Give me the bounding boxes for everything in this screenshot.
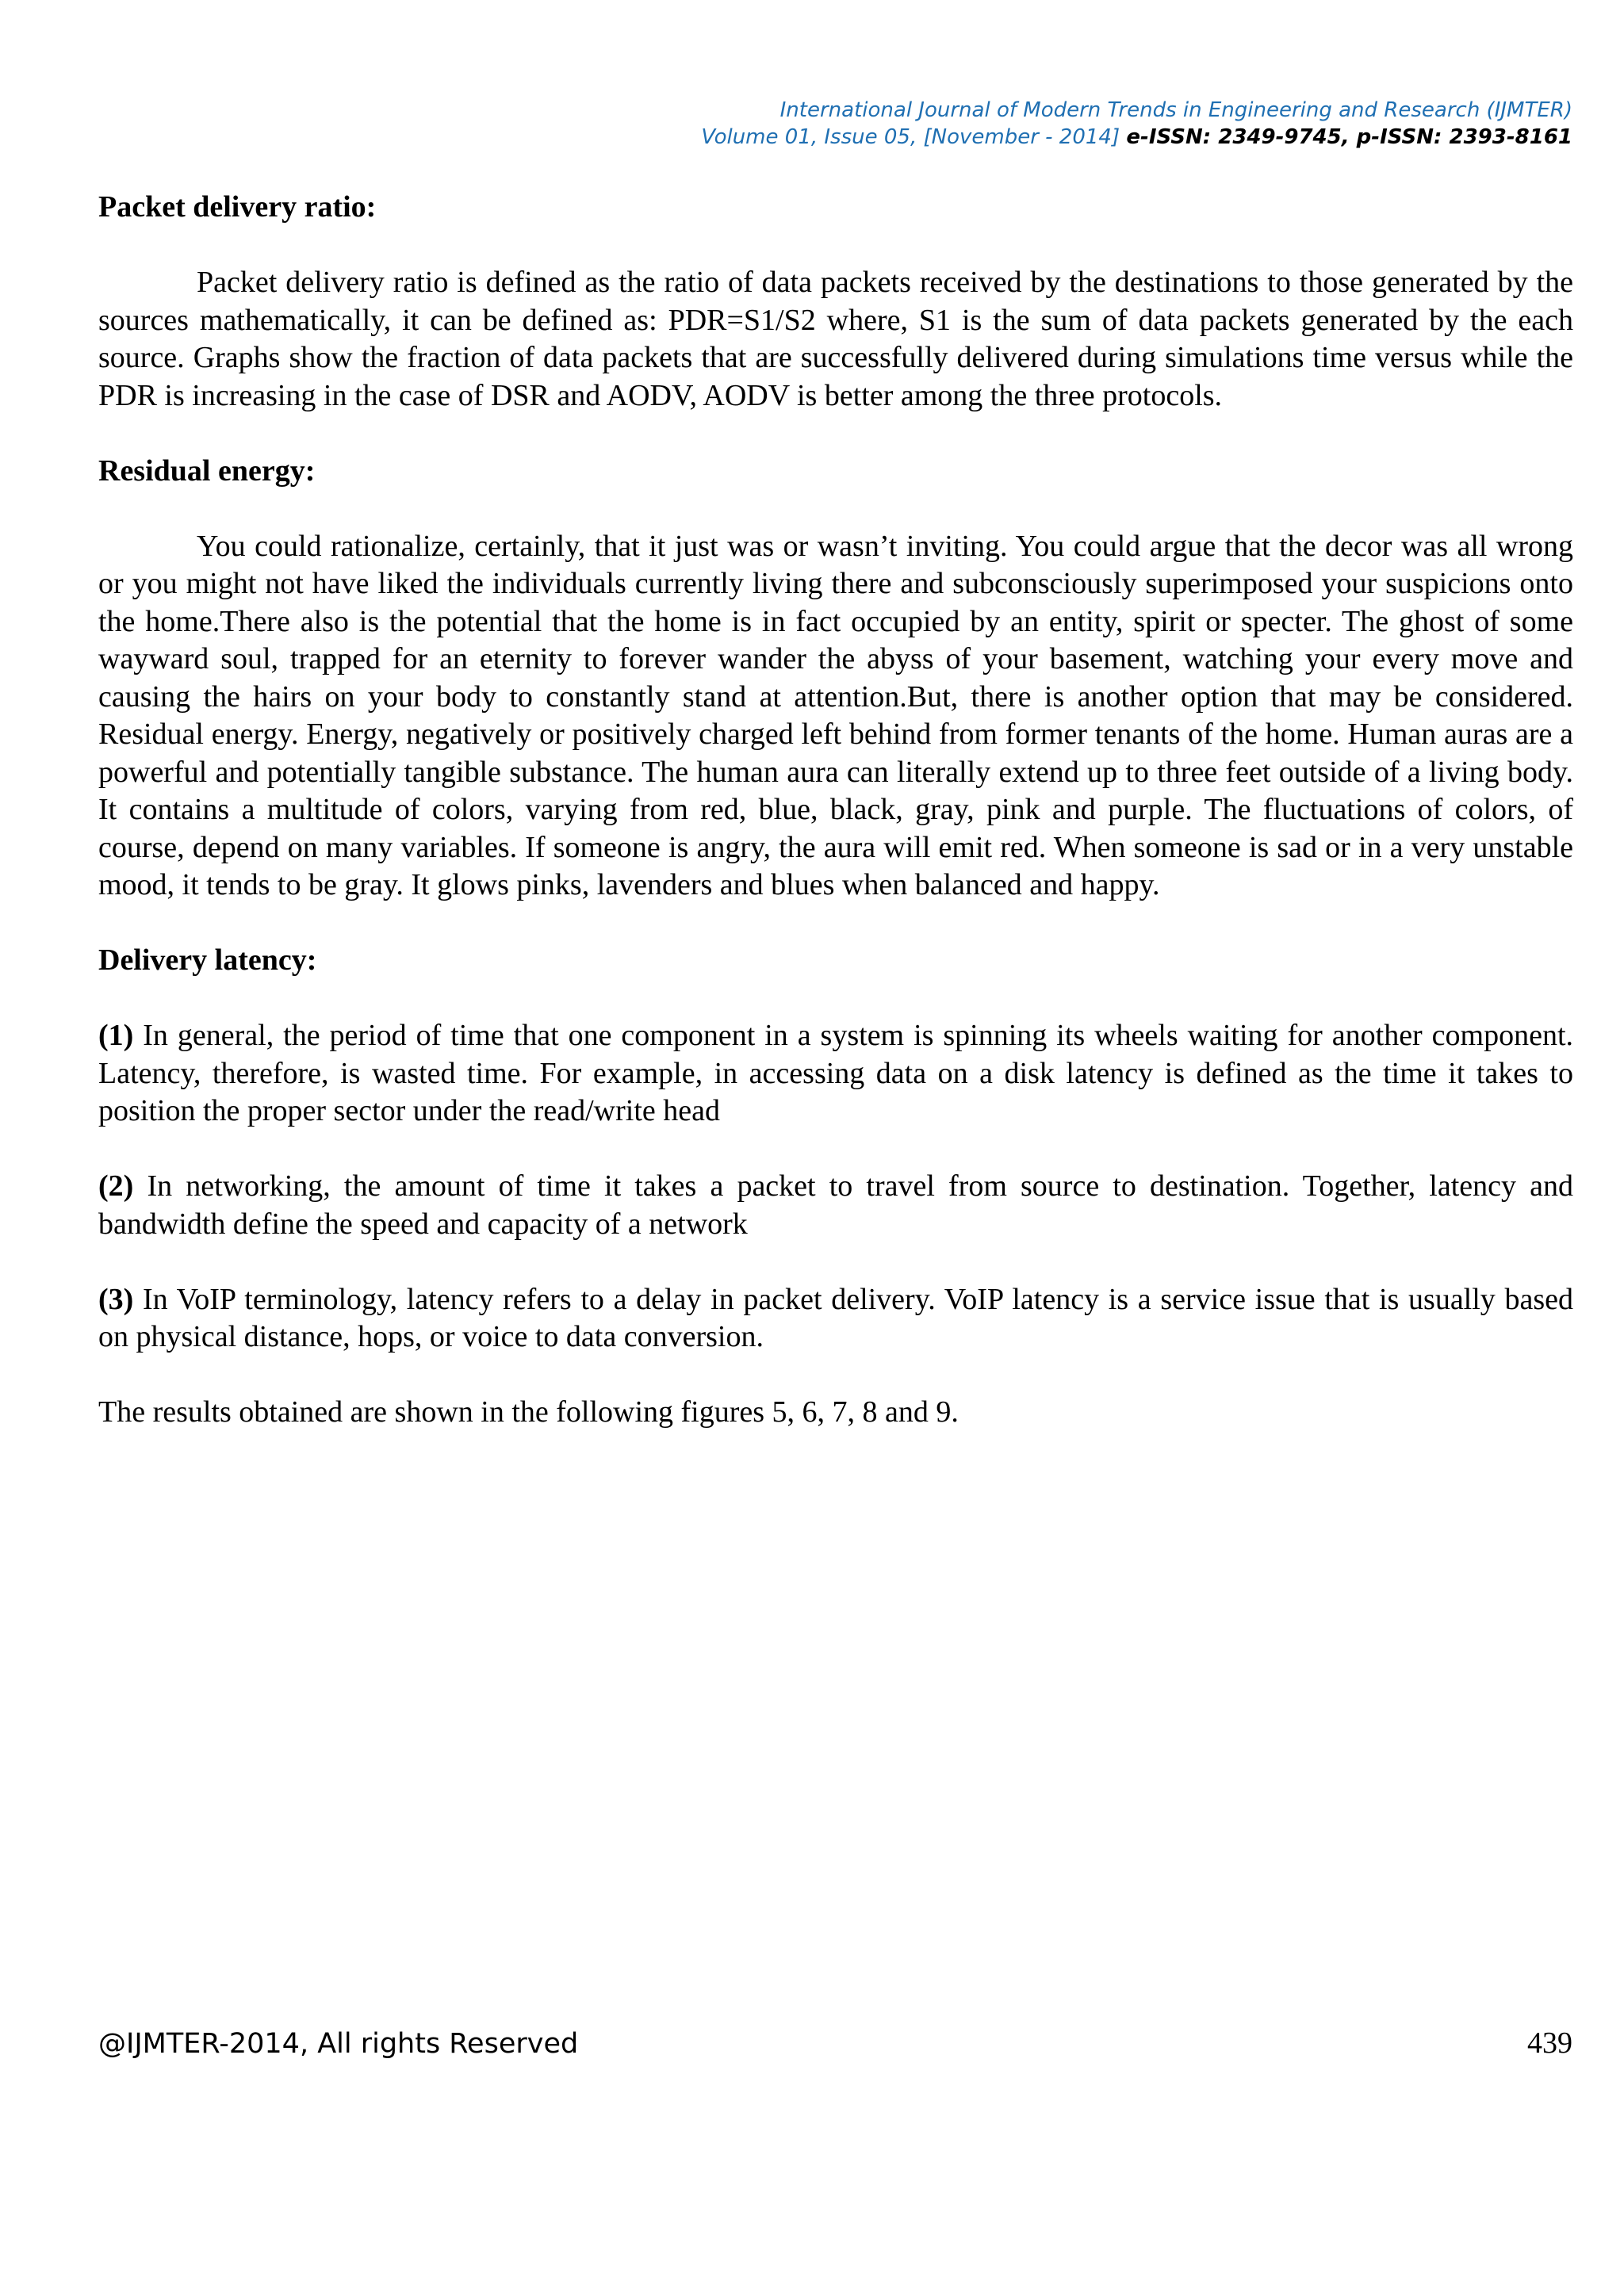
section-heading-residual-energy: Residual energy: <box>98 453 316 488</box>
section-body-residual-energy: You could rationalize, certainly, that it just was or wasn’t inviting. You could argue that the decor was all wrong or you might not have liked the individuals currently living there and subconsciously superimposed your suspicions onto the home.There also is the potential that the home is in fact occupied by an entity, spirit or specter. The ghost of some wayward soul, trapped for an eternity to forever wander the abyss of your basement, watching your every move and causing the hairs on your body to constantly stand at attention.But, there is another option that may be considered. Residual energy. Energy, negatively or positively charged left behind from former tenants of the home. Human auras are a powerful and potentially tangible substance. The human aura can literally extend up to three feet outside of a living body. It contains a multitude of colors, varying from red, blue, black, gray, pink and purple. The fluctuations of colors, of course, depend on many variables. If someone is angry, the aura will emit red. When someone is sad or in a very unstable mood, it tends to be gray. It glows pinks, lavenders and blues when balanced and happy. <box>98 529 1573 901</box>
latency-item-3 <box>98 1281 1573 1357</box>
page-number: 439 <box>1527 2026 1572 2060</box>
page-content <box>98 189 1573 1469</box>
copyright-notice: @IJMTER-2014, All rights Reserved <box>98 2028 579 2060</box>
latency-item-1 <box>98 1017 1573 1131</box>
journal-title: International Journal of Modern Trends in Engineering and Research (IJMTER) <box>779 98 1572 122</box>
journal-volume: Volume 01, Issue 05, [November - 2014] <box>701 125 1120 149</box>
latency-item-text: In networking, the amount of time it takes a packet to travel from source to destination. Together, latency and bandwidth define the speed and capacity of a network <box>98 1169 1573 1241</box>
section-heading-pdr: Packet delivery ratio: <box>98 190 377 224</box>
section-body-pdr: Packet delivery ratio is defined as the ratio of data packets received by the destinations to those generated by the sources mathematically, it can be defined as: PDR=S1/S2 where, S1 is the sum of data packets generated by the each source. Graphs show the fraction of data packets that are successfully delivered during simulations time versus while the PDR is increasing in the case of DSR and AODV, AODV is better among the three protocols. <box>98 266 1573 412</box>
latency-item-2 <box>98 1168 1573 1243</box>
journal-issue-line <box>701 124 1572 151</box>
page-footer <box>98 2026 1572 2061</box>
results-sentence: The results obtained are shown in the following figures 5, 6, 7, 8 and 9. <box>98 1395 959 1429</box>
latency-item-number: (3) <box>98 1282 134 1316</box>
journal-issn: e-ISSN: 2349-9745, p-ISSN: 2393-8161 <box>1126 125 1572 149</box>
latency-item-text: In VoIP terminology, latency refers to a delay in packet delivery. VoIP latency is a service issue that is usually based on physical distance, hops, or voice to data conversion. <box>98 1282 1574 1353</box>
section-heading-delivery-latency: Delivery latency: <box>98 943 317 977</box>
latency-item-number: (2) <box>98 1169 134 1203</box>
latency-item-number: (1) <box>98 1019 134 1052</box>
page-header <box>701 97 1572 151</box>
latency-item-text: In general, the period of time that one component in a system is spinning its wheels waiting for another component. Latency, therefore, is wasted time. For example, in accessing data on a disk latency is defined as the time it takes to position the proper sector under the read/write head <box>98 1019 1574 1127</box>
